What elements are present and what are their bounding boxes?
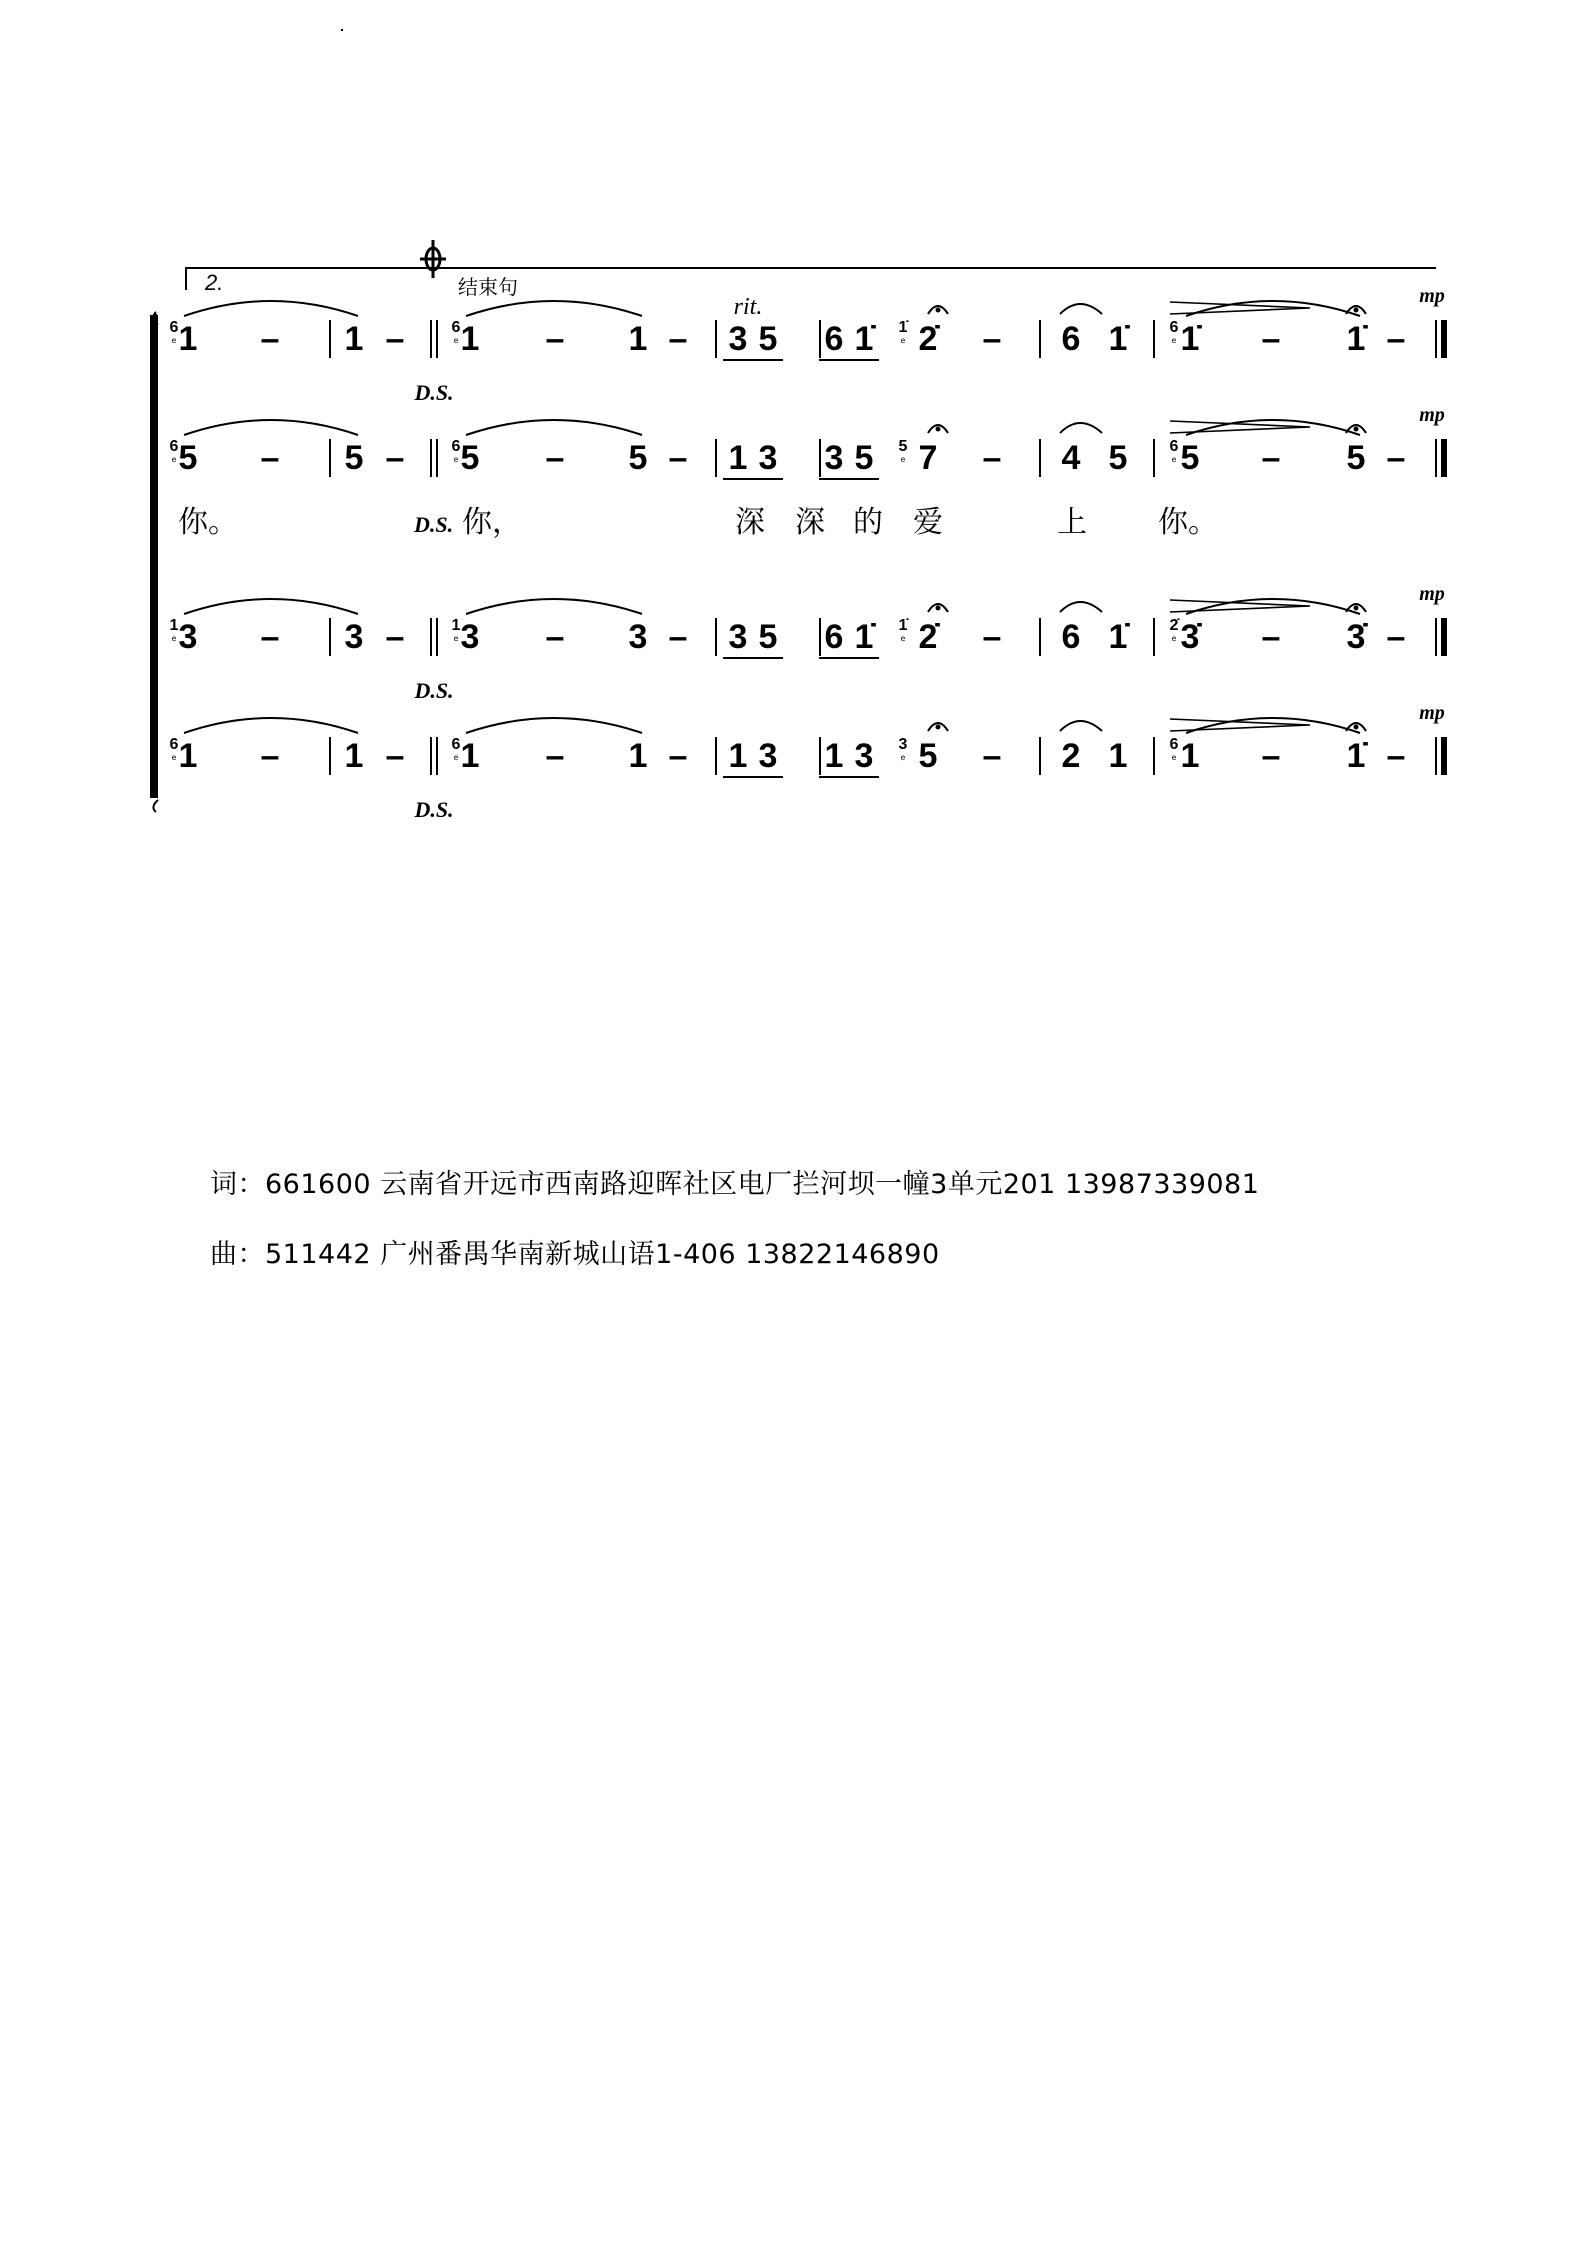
dash: – xyxy=(385,618,405,656)
dash: – xyxy=(1386,737,1406,775)
tie xyxy=(466,420,642,435)
dash: – xyxy=(260,320,280,358)
time-signature: 6 xyxy=(169,319,179,336)
note: 1̇ xyxy=(1180,320,1200,358)
time-signature: 1 xyxy=(451,617,461,634)
note: 1 xyxy=(460,320,480,358)
time-signature: 6 xyxy=(451,736,461,753)
tie xyxy=(466,301,642,316)
tie xyxy=(184,599,358,614)
note: 1̇ xyxy=(1346,737,1366,775)
time-signature: 1 xyxy=(169,617,179,634)
note: 1 xyxy=(728,439,748,477)
tie xyxy=(466,718,642,733)
time-signature-mark xyxy=(454,755,458,760)
slur xyxy=(1060,721,1102,731)
dash: – xyxy=(260,737,280,775)
dynamic-mark: mp xyxy=(1419,404,1445,426)
time-signature: 6 xyxy=(451,319,461,336)
fermata-dot xyxy=(936,725,941,730)
time-signature-mark xyxy=(1172,457,1176,462)
dash: – xyxy=(1386,618,1406,656)
lyric: 爱 xyxy=(913,505,943,540)
note: 1̇ xyxy=(1108,320,1128,358)
score xyxy=(0,0,1586,900)
dash: – xyxy=(982,737,1002,775)
note: 5 xyxy=(1180,439,1200,477)
note: 2̇ xyxy=(918,618,938,656)
dash: – xyxy=(1261,618,1281,656)
time-signature-mark xyxy=(1172,338,1176,343)
dynamic-mark: mp xyxy=(1419,702,1445,724)
ds-mark: D.S. xyxy=(414,380,454,405)
note: 5 xyxy=(628,439,648,477)
note: 3 xyxy=(728,320,748,358)
note: 3 xyxy=(824,439,844,477)
note: 3 xyxy=(854,737,874,775)
dash: – xyxy=(1261,320,1281,358)
lyric: 深 xyxy=(735,505,765,540)
note: 5 xyxy=(1108,439,1128,477)
note: 1 xyxy=(628,320,648,358)
fermata-dot xyxy=(1354,606,1359,611)
time-signature-mark xyxy=(901,636,905,641)
note: 1̇ xyxy=(1108,618,1128,656)
time-signature: 3 xyxy=(898,736,908,753)
time-signature-mark xyxy=(172,755,176,760)
fermata-dot xyxy=(1354,308,1359,313)
dash: – xyxy=(982,618,1002,656)
tie xyxy=(184,420,358,435)
slur xyxy=(1060,304,1102,314)
dash: – xyxy=(545,737,565,775)
time-signature: 6 xyxy=(451,438,461,455)
dash: – xyxy=(982,320,1002,358)
coda-icon xyxy=(420,240,446,278)
credit-music: 曲：511442 广州番禺华南新城山语1-406 13822146890 xyxy=(210,1239,940,1270)
note: 6 xyxy=(824,320,844,358)
tie xyxy=(184,301,358,316)
dash: – xyxy=(1386,320,1406,358)
time-signature-mark xyxy=(901,338,905,343)
time-signature: 5 xyxy=(898,438,908,455)
time-signature: 6 xyxy=(1169,736,1179,753)
dash: – xyxy=(982,439,1002,477)
dash: – xyxy=(545,439,565,477)
dash: – xyxy=(668,737,688,775)
dash: – xyxy=(385,439,405,477)
note: 1 xyxy=(824,737,844,775)
lyric: 你， xyxy=(462,505,522,540)
score-frame xyxy=(150,240,1436,812)
final-barline xyxy=(1441,439,1447,477)
note: 1 xyxy=(728,737,748,775)
note: 6 xyxy=(824,618,844,656)
note: 5 xyxy=(344,439,364,477)
note: 1 xyxy=(344,320,364,358)
time-signature-mark xyxy=(454,338,458,343)
fermata-dot xyxy=(1354,725,1359,730)
note: 5 xyxy=(758,618,778,656)
credit-lyrics: 词：661600 云南省开远市西南路迎晖社区电厂拦河坝一幢3单元201 13987339081 xyxy=(210,1169,1260,1200)
note: 3 xyxy=(728,618,748,656)
coda-label: 结束句 xyxy=(458,275,518,299)
dash: – xyxy=(668,320,688,358)
time-signature: 6 xyxy=(169,736,179,753)
lyric: 你。 xyxy=(178,505,238,540)
time-signature: 1̇ xyxy=(898,617,908,634)
dash: – xyxy=(668,439,688,477)
note: 5 xyxy=(758,320,778,358)
lyric: 你。 xyxy=(1158,505,1218,540)
note: 1 xyxy=(460,737,480,775)
system-bracket-bar xyxy=(150,315,158,798)
note: 2̇ xyxy=(918,320,938,358)
time-signature-mark xyxy=(1172,755,1176,760)
time-signature-mark xyxy=(172,338,176,343)
dash: – xyxy=(668,618,688,656)
time-signature: 1̇ xyxy=(898,319,908,336)
final-barline xyxy=(1441,737,1447,775)
note: 1 xyxy=(1108,737,1128,775)
dash: – xyxy=(545,320,565,358)
note: 1 xyxy=(178,737,198,775)
tie xyxy=(184,718,358,733)
note: 5 xyxy=(854,439,874,477)
note: 5 xyxy=(918,737,938,775)
note: 4 xyxy=(1061,439,1081,477)
time-signature-mark xyxy=(172,457,176,462)
slur xyxy=(1060,423,1102,433)
lyric: 上 xyxy=(1057,505,1087,540)
note: 1 xyxy=(178,320,198,358)
note: 2 xyxy=(1061,737,1081,775)
dash: – xyxy=(545,618,565,656)
note: 3 xyxy=(758,439,778,477)
fermata-dot xyxy=(936,427,941,432)
dash: – xyxy=(1261,439,1281,477)
volta-number: 2. xyxy=(205,270,224,295)
volta-bracket xyxy=(186,268,1436,290)
note: 1 xyxy=(344,737,364,775)
final-barline xyxy=(1441,618,1447,656)
tempo-mark: rit. xyxy=(733,294,763,320)
note: 1̇ xyxy=(1346,320,1366,358)
fermata-dot xyxy=(936,606,941,611)
note: 3 xyxy=(178,618,198,656)
note: 1 xyxy=(628,737,648,775)
note: 3̇ xyxy=(1180,618,1200,656)
time-signature-mark xyxy=(172,636,176,641)
lyric: 的 xyxy=(853,505,883,540)
note: 3̇ xyxy=(1346,618,1366,656)
time-signature: 6 xyxy=(1169,319,1179,336)
ds-mark: D.S. xyxy=(414,797,454,822)
final-barline xyxy=(1441,320,1447,358)
time-signature: 6 xyxy=(169,438,179,455)
note: 1 xyxy=(1180,737,1200,775)
lyric: 深 xyxy=(795,505,825,540)
note: 6 xyxy=(1061,320,1081,358)
dash: – xyxy=(1261,737,1281,775)
note: 5 xyxy=(178,439,198,477)
fermata-dot xyxy=(936,308,941,313)
ds-mark: D.S. xyxy=(414,512,454,537)
time-signature: 6 xyxy=(1169,438,1179,455)
time-signature-mark xyxy=(901,457,905,462)
slur xyxy=(1060,602,1102,612)
note: 1̇ xyxy=(854,618,874,656)
dash: – xyxy=(1386,439,1406,477)
dynamic-mark: mp xyxy=(1419,285,1445,307)
note: 1̇ xyxy=(854,320,874,358)
time-signature-mark xyxy=(1172,636,1176,641)
ds-mark: D.S. xyxy=(414,678,454,703)
time-signature-mark xyxy=(454,457,458,462)
tie xyxy=(466,599,642,614)
note: 5 xyxy=(1346,439,1366,477)
dash: – xyxy=(385,737,405,775)
note: 5 xyxy=(460,439,480,477)
fermata-dot xyxy=(1354,427,1359,432)
note: 3 xyxy=(460,618,480,656)
time-signature-mark xyxy=(454,636,458,641)
note: 7 xyxy=(918,439,938,477)
time-signature: 2̇ xyxy=(1169,617,1179,634)
dash: – xyxy=(260,439,280,477)
dash: – xyxy=(260,618,280,656)
note: 3 xyxy=(758,737,778,775)
dash: – xyxy=(385,320,405,358)
note: 3 xyxy=(344,618,364,656)
note: 6 xyxy=(1061,618,1081,656)
time-signature-mark xyxy=(901,755,905,760)
dynamic-mark: mp xyxy=(1419,583,1445,605)
note: 3 xyxy=(628,618,648,656)
